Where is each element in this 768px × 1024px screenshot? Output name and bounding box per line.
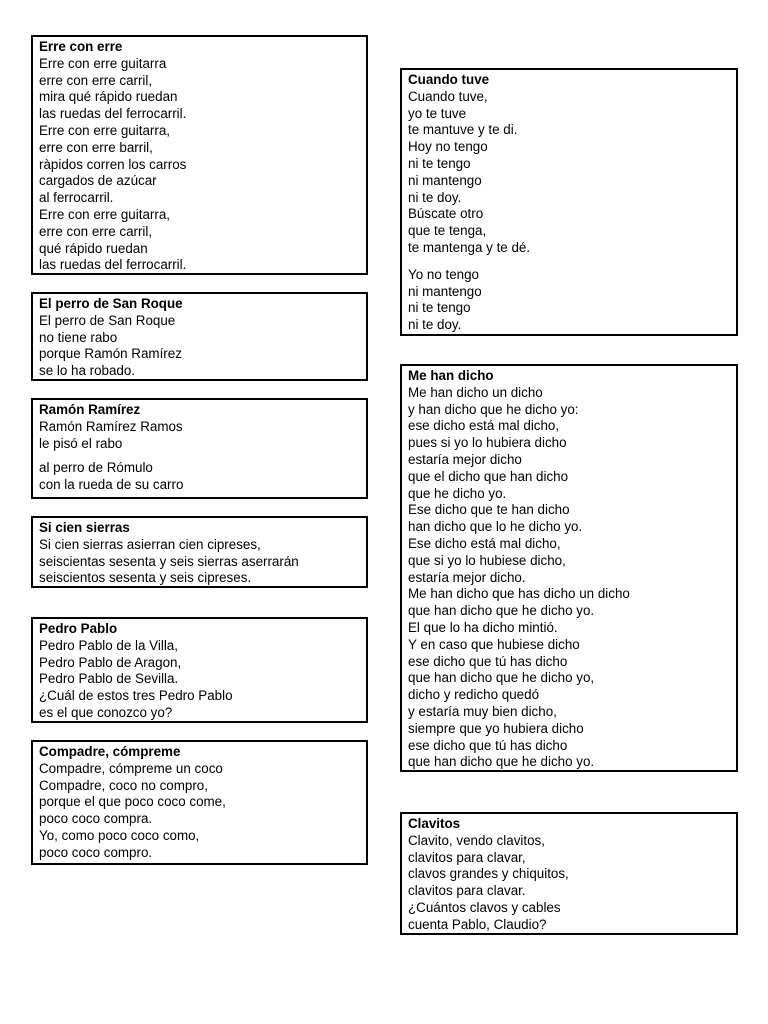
poem-line: seiscientas sesenta y seis sierras aserrarán xyxy=(39,553,299,569)
poem-title: Si cien sierras xyxy=(39,520,130,535)
poem-line: porque el que poco coco come, xyxy=(39,794,226,810)
poem-line: Ese dicho está mal dicho, xyxy=(408,535,561,551)
poem-box-erre-con-erre xyxy=(31,35,368,275)
poem-line: ni mantengo xyxy=(408,283,482,299)
poem-box-el-perro-de-san-roque xyxy=(31,292,368,381)
poem-line: Erre con erre guitarra, xyxy=(39,206,170,222)
poem-line: Pedro Pablo de Aragon, xyxy=(39,654,182,670)
poem-line: y estaría muy bien dicho, xyxy=(408,703,557,719)
poem-line: Hoy no tengo xyxy=(408,139,488,155)
poem-line: mira qué rápido ruedan xyxy=(39,89,178,105)
poem-title: El perro de San Roque xyxy=(39,296,183,311)
stanza-break xyxy=(39,452,360,460)
poem-line: al perro de Rómulo xyxy=(39,460,153,476)
poem-line: ese dicho que tú has dicho xyxy=(408,737,568,753)
poem-line: porque Ramón Ramírez xyxy=(39,346,182,362)
poem-line: Erre con erre guitarra, xyxy=(39,122,170,138)
poem-line: que si yo lo hubiese dicho, xyxy=(408,552,566,568)
poem-line: clavitos para clavar, xyxy=(408,849,526,865)
poem-line: ni mantengo xyxy=(408,172,482,188)
poem-box-ramon-ramirez xyxy=(31,398,368,499)
poem-line: pues si yo lo hubiera dicho xyxy=(408,435,567,451)
poem-line: clavitos para clavar. xyxy=(408,883,526,899)
poem-line: poco coco compro. xyxy=(39,844,153,860)
poem-line: seiscientos sesenta y seis cipreses. xyxy=(39,570,252,586)
poem-line: es el que conozco yo? xyxy=(39,704,173,720)
poem-line: ni te doy. xyxy=(408,189,462,205)
poem-line: ¿Cuántos clavos y cables xyxy=(408,899,561,915)
poem-line: erre con erre carril, xyxy=(39,72,153,88)
poem-line: Compadre, coco no compro, xyxy=(39,777,208,793)
poem-line: yo te tuve xyxy=(408,105,467,121)
poem-line: Cuando tuve, xyxy=(408,88,488,104)
poem-line: y han dicho que he dicho yo: xyxy=(408,401,579,417)
poem-line: que el dicho que han dicho xyxy=(408,468,569,484)
poem-line: que han dicho que he dicho yo. xyxy=(408,754,595,770)
poem-box-pedro-pablo xyxy=(31,617,368,723)
poem-line: cuenta Pablo, Claudio? xyxy=(408,916,547,932)
poem-line: Y en caso que hubiese dicho xyxy=(408,636,580,652)
poem-box-compadre-compreme xyxy=(31,740,368,865)
poem-title: Clavitos xyxy=(408,816,461,831)
poem-line: al ferrocarril. xyxy=(39,190,114,206)
poem-title: Cuando tuve xyxy=(408,72,490,87)
poem-line: Pedro Pablo de Sevilla. xyxy=(39,671,179,687)
poem-line: ¿Cuál de estos tres Pedro Pablo xyxy=(39,688,233,704)
poem-line: las ruedas del ferrocarril. xyxy=(39,106,187,122)
poem-line: cargados de azúcar xyxy=(39,173,157,189)
poem-line: que te tenga, xyxy=(408,223,487,239)
poem-line: ràpidos corren los carros xyxy=(39,156,187,172)
poem-line: ese dicho está mal dicho, xyxy=(408,418,560,434)
poem-line: te mantuve y te di. xyxy=(408,122,518,138)
poem-line: El que lo ha dicho mintió. xyxy=(408,619,558,635)
poem-line: estaría mejor dicho xyxy=(408,451,522,467)
poem-line: con la rueda de su carro xyxy=(39,477,184,493)
poem-box-clavitos xyxy=(400,812,738,935)
poem-line: Erre con erre guitarra xyxy=(39,55,167,71)
poem-title: Ramón Ramírez xyxy=(39,402,141,417)
poem-line: siempre que yo hubiera dicho xyxy=(408,720,584,736)
poem-line: Búscate otro xyxy=(408,206,484,222)
poem-line: Yo no tengo xyxy=(408,266,479,282)
poem-box-si-cien-sierras xyxy=(31,516,368,588)
poem-line: no tiene rabo xyxy=(39,329,118,345)
poem-title: Me han dicho xyxy=(408,368,494,383)
poem-line: que han dicho que he dicho yo. xyxy=(408,603,595,619)
poem-line: erre con erre barril, xyxy=(39,139,153,155)
poem-line: te mantenga y te dé. xyxy=(408,239,531,255)
poem-line: Pedro Pablo de la Villa, xyxy=(39,637,178,653)
poem-title: Erre con erre xyxy=(39,39,123,54)
poem-line: se lo ha robado. xyxy=(39,363,136,379)
poem-line: Clavito, vendo clavitos, xyxy=(408,832,545,848)
poem-title: Compadre, cómpreme xyxy=(39,744,181,759)
poem-line: Me han dicho un dicho xyxy=(408,384,543,400)
poem-line: Compadre, cómpreme un coco xyxy=(39,760,223,776)
poem-line: las ruedas del ferrocarril. xyxy=(39,257,187,273)
poem-line: Yo, como poco coco como, xyxy=(39,827,200,843)
poem-line: clavos grandes y chiquitos, xyxy=(408,866,569,882)
poem-box-me-han-dicho xyxy=(400,364,738,772)
poem-line: Ramón Ramírez Ramos xyxy=(39,418,183,434)
poem-line: erre con erre carril, xyxy=(39,223,153,239)
poem-line: ese dicho que tú has dicho xyxy=(408,653,568,669)
poem-box-cuando-tuve xyxy=(400,68,738,336)
poem-line: han dicho que lo he dicho yo. xyxy=(408,519,583,535)
poem-line: ni te tengo xyxy=(408,300,471,316)
poem-line: ni te doy. xyxy=(408,317,462,333)
poem-line: que he dicho yo. xyxy=(408,485,507,501)
poem-line: le pisó el rabo xyxy=(39,435,123,451)
poem-line: Me han dicho que has dicho un dicho xyxy=(408,586,630,602)
poem-line: que han dicho que he dicho yo, xyxy=(408,670,595,686)
stanza-break xyxy=(408,257,730,267)
poem-line: El perro de San Roque xyxy=(39,312,176,328)
poem-line: Ese dicho que te han dicho xyxy=(408,502,570,518)
poem-line: dicho y redicho quedó xyxy=(408,687,540,703)
poem-line: poco coco compra. xyxy=(39,811,153,827)
poem-line: estaría mejor dicho. xyxy=(408,569,526,585)
poem-title: Pedro Pablo xyxy=(39,621,118,636)
poem-line: qué rápido ruedan xyxy=(39,240,148,256)
poem-line: Si cien sierras asierran cien cipreses, xyxy=(39,536,261,552)
poem-line: ni te tengo xyxy=(408,155,471,171)
